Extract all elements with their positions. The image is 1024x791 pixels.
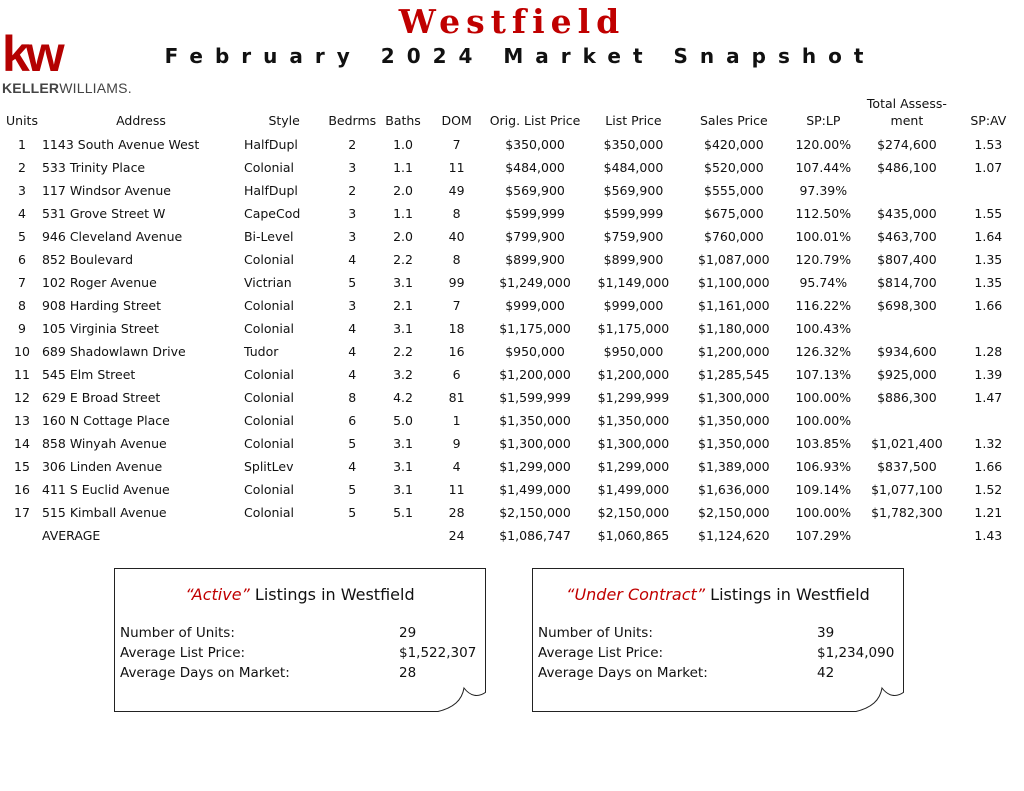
cell-dom: 18 — [448, 321, 465, 336]
cell-sales-price: $1,285,545 — [698, 367, 770, 382]
table-row — [4, 340, 1024, 363]
cell-orig-list-price: $899,900 — [505, 252, 565, 267]
table-row — [4, 386, 1024, 409]
contract-box-title — [533, 585, 903, 604]
cell-unit: 14 — [14, 436, 30, 451]
cell-sp-lp: 107.44% — [795, 160, 852, 175]
cell-total-assessment — [861, 179, 953, 202]
cell-list-price: $999,000 — [603, 298, 664, 313]
table-row — [4, 478, 1024, 501]
active-dom-label: Average Days on Market: — [120, 665, 290, 681]
cell-bedrooms — [326, 524, 378, 547]
cell-baths: 2.1 — [393, 298, 413, 313]
cell-address: 629 E Broad Street — [41, 390, 161, 405]
cell-address: 1143 South Avenue West — [41, 137, 200, 152]
cell-list-price: $950,000 — [603, 344, 664, 359]
cell-bedrooms: 5 — [348, 275, 357, 290]
cell-baths: 3.1 — [393, 436, 413, 451]
cell-dom: 11 — [448, 160, 465, 175]
cell-orig-list-price: $350,000 — [505, 137, 565, 152]
cell-bedrooms: 4 — [348, 252, 357, 267]
cell-list-price: $899,900 — [603, 252, 664, 267]
cell-sales-price: $1,636,000 — [698, 482, 770, 497]
header-sp-lp: SP:LP — [806, 113, 841, 128]
contract-price-value: $1,234,090 — [817, 645, 895, 661]
cell-unit: 7 — [18, 275, 26, 290]
cell-baths — [378, 524, 428, 547]
cell-sales-price: $520,000 — [704, 160, 764, 175]
cell-bedrooms: 4 — [348, 367, 357, 382]
page-curl-icon — [436, 686, 486, 712]
cell-dom: 99 — [448, 275, 465, 290]
cell-baths: 1.1 — [393, 160, 413, 175]
cell-orig-list-price: $1,599,999 — [499, 390, 571, 405]
cell-orig-list-price: $569,900 — [505, 183, 565, 198]
cell-address: 306 Linden Avenue — [41, 459, 163, 474]
cell-orig-list-price: $999,000 — [505, 298, 565, 313]
cell-sp-av: 1.52 — [974, 482, 1003, 497]
under-contract-box — [532, 568, 904, 712]
cell-sp-lp: 103.85% — [795, 436, 852, 451]
cell-list-price: $1,149,000 — [597, 275, 670, 290]
cell-unit: 2 — [18, 160, 26, 175]
cell-baths: 2.0 — [393, 183, 413, 198]
cell-sp-lp: 107.13% — [795, 367, 852, 382]
cell-sp-lp: 100.01% — [795, 229, 852, 244]
cell-sp-lp: 100.00% — [795, 413, 852, 428]
cell-orig-list-price: $1,086,747 — [499, 528, 571, 543]
cell-orig-list-price: $950,000 — [505, 344, 565, 359]
cell-bedrooms: 4 — [348, 459, 357, 474]
header-orig-list-price: Orig. List Price — [489, 113, 581, 128]
cell-total-assessment: $1,782,300 — [871, 505, 943, 520]
cell-sp-lp: 126.32% — [795, 344, 852, 359]
cell-unit — [4, 524, 40, 547]
table-row — [4, 179, 1024, 202]
cell-dom: 16 — [448, 344, 465, 359]
table-row — [4, 317, 1024, 340]
table-row — [4, 271, 1024, 294]
header-sales-price: Sales Price — [699, 113, 768, 128]
cell-sp-lp: 100.43% — [795, 321, 852, 336]
cell-address: 858 Winyah Avenue — [41, 436, 167, 451]
cell-style: SplitLev — [243, 459, 294, 474]
cell-dom: 81 — [448, 390, 465, 405]
cell-baths: 5.1 — [393, 505, 413, 520]
cell-address: 533 Trinity Place — [41, 160, 146, 175]
cell-sales-price: $1,161,000 — [698, 298, 770, 313]
cell-total-assessment — [861, 524, 953, 547]
cell-address: AVERAGE — [41, 528, 101, 543]
cell-total-assessment: $698,300 — [877, 298, 937, 313]
cell-unit: 1 — [18, 137, 26, 152]
cell-sp-lp: 107.29% — [795, 528, 852, 543]
cell-address: 946 Cleveland Avenue — [41, 229, 183, 244]
cell-sp-av — [953, 317, 1024, 340]
cell-bedrooms: 4 — [348, 321, 357, 336]
cell-unit: 3 — [18, 183, 26, 198]
cell-bedrooms: 4 — [348, 344, 357, 359]
contract-box-title-rest: Listings in Westfield — [705, 585, 870, 604]
cell-sp-av: 1.39 — [974, 367, 1003, 382]
cell-sp-lp: 106.93% — [795, 459, 852, 474]
table-row — [4, 133, 1024, 156]
table-row — [4, 225, 1024, 248]
table-row — [4, 432, 1024, 455]
table-row — [4, 455, 1024, 478]
cell-style: HalfDupl — [243, 183, 298, 198]
table-row — [4, 248, 1024, 271]
cell-bedrooms: 8 — [348, 390, 357, 405]
cell-baths: 4.2 — [393, 390, 413, 405]
header-total-line1: Total Assess- — [866, 96, 947, 111]
cell-style: Colonial — [243, 252, 294, 267]
table-row — [4, 501, 1024, 524]
cell-sp-av: 1.66 — [974, 459, 1003, 474]
cell-total-assessment — [861, 409, 953, 432]
cell-address: 411 S Euclid Avenue — [41, 482, 170, 497]
cell-total-assessment: $934,600 — [877, 344, 937, 359]
cell-dom: 4 — [452, 459, 461, 474]
cell-list-price: $759,900 — [603, 229, 664, 244]
cell-sp-lp: 109.14% — [795, 482, 852, 497]
header-units: Units — [6, 113, 38, 128]
cell-style: Colonial — [243, 321, 294, 336]
header-address: Address — [116, 113, 166, 128]
contract-units-value: 39 — [817, 625, 835, 641]
cell-orig-list-price: $2,150,000 — [499, 505, 571, 520]
table-header-row — [4, 95, 1024, 133]
cell-address: 105 Virginia Street — [41, 321, 159, 336]
cell-sp-lp: 120.00% — [795, 137, 852, 152]
cell-total-assessment: $837,500 — [877, 459, 937, 474]
cell-total-assessment: $435,000 — [877, 206, 937, 221]
cell-style: Colonial — [243, 436, 294, 451]
cell-orig-list-price: $1,300,000 — [499, 436, 571, 451]
cell-unit: 9 — [18, 321, 26, 336]
active-box-title — [115, 585, 485, 604]
cell-sp-av: 1.64 — [974, 229, 1003, 244]
cell-list-price: $1,300,000 — [597, 436, 670, 451]
cell-style: Victrian — [243, 275, 292, 290]
cell-orig-list-price: $1,299,000 — [499, 459, 571, 474]
cell-unit: 4 — [18, 206, 26, 221]
cell-address: 545 Elm Street — [41, 367, 136, 382]
cell-list-price: $350,000 — [603, 137, 664, 152]
cell-total-assessment: $1,077,100 — [871, 482, 943, 497]
cell-sp-av: 1.21 — [974, 505, 1003, 520]
average-row — [4, 524, 1024, 547]
cell-style: Bi-Level — [243, 229, 294, 244]
table-body — [4, 133, 1024, 547]
cell-list-price: $599,999 — [603, 206, 664, 221]
cell-sp-av: 1.55 — [974, 206, 1003, 221]
cell-dom: 6 — [452, 367, 461, 382]
active-units-label: Number of Units: — [120, 625, 235, 641]
cell-orig-list-price: $1,175,000 — [499, 321, 571, 336]
cell-sp-lp: 100.00% — [795, 505, 852, 520]
header-dom: DOM — [441, 113, 472, 128]
cell-total-assessment: $463,700 — [877, 229, 937, 244]
active-price-value: $1,522,307 — [399, 645, 477, 661]
contract-price-label: Average List Price: — [538, 645, 664, 661]
header-bedrooms: Bedrms — [328, 113, 377, 128]
cell-unit: 15 — [14, 459, 30, 474]
cell-baths: 3.1 — [393, 275, 413, 290]
cell-style: Colonial — [243, 413, 294, 428]
cell-list-price: $1,175,000 — [597, 321, 670, 336]
cell-total-assessment: $1,021,400 — [871, 436, 943, 451]
cell-unit: 8 — [18, 298, 26, 313]
cell-bedrooms: 2 — [348, 183, 357, 198]
cell-sp-av: 1.35 — [974, 252, 1003, 267]
cell-unit: 16 — [14, 482, 30, 497]
table-row — [4, 202, 1024, 225]
page-title: Westfield — [398, 2, 626, 41]
cell-sp-av: 1.28 — [974, 344, 1003, 359]
cell-baths: 2.2 — [393, 252, 413, 267]
cell-list-price: $2,150,000 — [597, 505, 670, 520]
cell-unit: 12 — [14, 390, 30, 405]
cell-list-price: $484,000 — [603, 160, 664, 175]
cell-bedrooms: 2 — [348, 137, 357, 152]
cell-dom: 40 — [448, 229, 465, 244]
cell-address: 852 Boulevard — [41, 252, 134, 267]
cell-total-assessment: $814,700 — [877, 275, 937, 290]
contract-box-title-em: “Under Contract” — [566, 585, 706, 604]
cell-bedrooms: 5 — [348, 482, 357, 497]
cell-bedrooms: 3 — [348, 206, 357, 221]
cell-dom: 8 — [452, 252, 461, 267]
cell-address: 160 N Cottage Place — [41, 413, 170, 428]
cell-list-price: $1,060,865 — [597, 528, 670, 543]
cell-total-assessment: $925,000 — [877, 367, 937, 382]
cell-unit: 10 — [14, 344, 30, 359]
cell-list-price: $1,299,000 — [597, 459, 670, 474]
cell-dom: 49 — [448, 183, 465, 198]
cell-sales-price: $1,100,000 — [698, 275, 770, 290]
cell-dom: 8 — [452, 206, 461, 221]
header-list-price: List Price — [605, 113, 662, 128]
kw-mark: kw — [2, 26, 61, 82]
cell-sales-price: $1,389,000 — [698, 459, 770, 474]
cell-bedrooms: 5 — [348, 436, 357, 451]
cell-orig-list-price: $484,000 — [505, 160, 565, 175]
cell-sales-price: $1,124,620 — [698, 528, 770, 543]
page-curl-icon — [854, 686, 904, 712]
header-total-assessment — [861, 95, 953, 133]
cell-sp-lp: 120.79% — [795, 252, 852, 267]
cell-unit: 17 — [14, 505, 30, 520]
cell-sales-price: $1,087,000 — [698, 252, 770, 267]
cell-list-price: $569,900 — [603, 183, 664, 198]
cell-bedrooms: 3 — [348, 229, 357, 244]
cell-baths: 2.2 — [393, 344, 413, 359]
cell-baths: 2.0 — [393, 229, 413, 244]
cell-baths: 1.0 — [393, 137, 413, 152]
cell-sp-av: 1.66 — [974, 298, 1003, 313]
sales-table — [4, 95, 1024, 547]
cell-style: CapeCod — [243, 206, 301, 221]
cell-style: Colonial — [243, 298, 294, 313]
header-sp-av: SP:AV — [970, 113, 1007, 128]
logo-name-rest: WILLIAMS. — [59, 80, 132, 96]
cell-total-assessment — [861, 317, 953, 340]
cell-total-assessment: $486,100 — [877, 160, 937, 175]
cell-baths: 5.0 — [393, 413, 413, 428]
cell-sales-price: $1,350,000 — [698, 436, 770, 451]
active-dom-value: 28 — [399, 665, 417, 681]
cell-address: 908 Harding Street — [41, 298, 162, 313]
header-total-line2: ment — [890, 113, 924, 128]
active-units-value: 29 — [399, 625, 417, 641]
cell-baths: 3.2 — [393, 367, 413, 382]
header-style: Style — [268, 113, 300, 128]
cell-sp-av: 1.35 — [974, 275, 1003, 290]
cell-address: 689 Shadowlawn Drive — [41, 344, 186, 359]
cell-sp-lp: 100.00% — [795, 390, 852, 405]
cell-style: Tudor — [243, 344, 279, 359]
cell-address: 102 Roger Avenue — [41, 275, 157, 290]
cell-sales-price: $760,000 — [704, 229, 764, 244]
cell-sp-lp: 116.22% — [795, 298, 852, 313]
cell-unit: 5 — [18, 229, 26, 244]
cell-bedrooms: 6 — [348, 413, 357, 428]
cell-sales-price: $1,180,000 — [698, 321, 770, 336]
cell-baths: 1.1 — [393, 206, 413, 221]
cell-sales-price: $1,300,000 — [698, 390, 770, 405]
cell-total-assessment: $886,300 — [877, 390, 937, 405]
contract-dom-label: Average Days on Market: — [538, 665, 708, 681]
cell-dom: 1 — [452, 413, 461, 428]
cell-baths: 3.1 — [393, 321, 413, 336]
active-price-label: Average List Price: — [120, 645, 246, 661]
cell-total-assessment: $807,400 — [877, 252, 937, 267]
cell-list-price: $1,499,000 — [597, 482, 670, 497]
cell-list-price: $1,350,000 — [597, 413, 670, 428]
cell-dom: 28 — [448, 505, 465, 520]
cell-sp-av: 1.47 — [974, 390, 1003, 405]
table-row — [4, 156, 1024, 179]
cell-sales-price: $420,000 — [704, 137, 764, 152]
cell-sales-price: $555,000 — [704, 183, 764, 198]
table-row — [4, 294, 1024, 317]
cell-sp-av: 1.43 — [974, 528, 1003, 543]
cell-sp-lp: 112.50% — [795, 206, 852, 221]
cell-unit: 13 — [14, 413, 30, 428]
active-listings-box — [114, 568, 486, 712]
page-subtitle: February 2024 Market Snapshot — [164, 44, 876, 68]
cell-bedrooms: 3 — [348, 160, 357, 175]
cell-style: Colonial — [243, 482, 294, 497]
cell-address: 515 Kimball Avenue — [41, 505, 167, 520]
logo-wordmark — [2, 80, 142, 96]
table-row — [4, 363, 1024, 386]
contract-dom-value: 42 — [817, 665, 835, 681]
cell-bedrooms: 5 — [348, 505, 357, 520]
cell-orig-list-price: $1,200,000 — [499, 367, 571, 382]
active-box-title-em: “Active” — [185, 585, 250, 604]
cell-sp-av: 1.32 — [974, 436, 1003, 451]
cell-address: 531 Grove Street W — [41, 206, 166, 221]
cell-bedrooms: 3 — [348, 298, 357, 313]
cell-list-price: $1,299,999 — [597, 390, 670, 405]
header-baths: Baths — [385, 113, 421, 128]
cell-orig-list-price: $1,249,000 — [499, 275, 571, 290]
active-box-title-rest: Listings in Westfield — [249, 585, 415, 604]
cell-total-assessment: $274,600 — [877, 137, 937, 152]
cell-address: 117 Windsor Avenue — [41, 183, 171, 198]
cell-sp-av: 1.07 — [974, 160, 1003, 175]
cell-style: Colonial — [243, 390, 294, 405]
cell-sales-price: $1,350,000 — [698, 413, 770, 428]
cell-sp-lp: 95.74% — [799, 275, 848, 290]
cell-baths: 3.1 — [393, 482, 413, 497]
cell-sp-av — [953, 409, 1024, 432]
cell-sales-price: $2,150,000 — [698, 505, 770, 520]
cell-style: Colonial — [243, 505, 294, 520]
cell-baths: 3.1 — [393, 459, 413, 474]
cell-orig-list-price: $1,499,000 — [499, 482, 571, 497]
cell-sales-price: $675,000 — [704, 206, 764, 221]
cell-style — [242, 524, 326, 547]
cell-orig-list-price: $799,900 — [505, 229, 565, 244]
contract-units-label: Number of Units: — [538, 625, 653, 641]
cell-sp-av: 1.53 — [974, 137, 1003, 152]
cell-dom: 11 — [448, 482, 465, 497]
cell-dom: 24 — [448, 528, 465, 543]
cell-unit: 6 — [18, 252, 26, 267]
cell-unit: 11 — [14, 367, 30, 382]
cell-style: Colonial — [243, 160, 294, 175]
table-row — [4, 409, 1024, 432]
cell-orig-list-price: $599,999 — [505, 206, 565, 221]
cell-style: Colonial — [243, 367, 294, 382]
cell-sp-lp: 97.39% — [799, 183, 848, 198]
cell-dom: 7 — [452, 137, 461, 152]
cell-style: HalfDupl — [243, 137, 298, 152]
logo-name-bold: KELLER — [2, 80, 60, 96]
cell-sp-av — [953, 179, 1024, 202]
cell-sales-price: $1,200,000 — [698, 344, 770, 359]
cell-dom: 9 — [452, 436, 461, 451]
cell-orig-list-price: $1,350,000 — [499, 413, 571, 428]
cell-dom: 7 — [452, 298, 461, 313]
cell-list-price: $1,200,000 — [597, 367, 670, 382]
